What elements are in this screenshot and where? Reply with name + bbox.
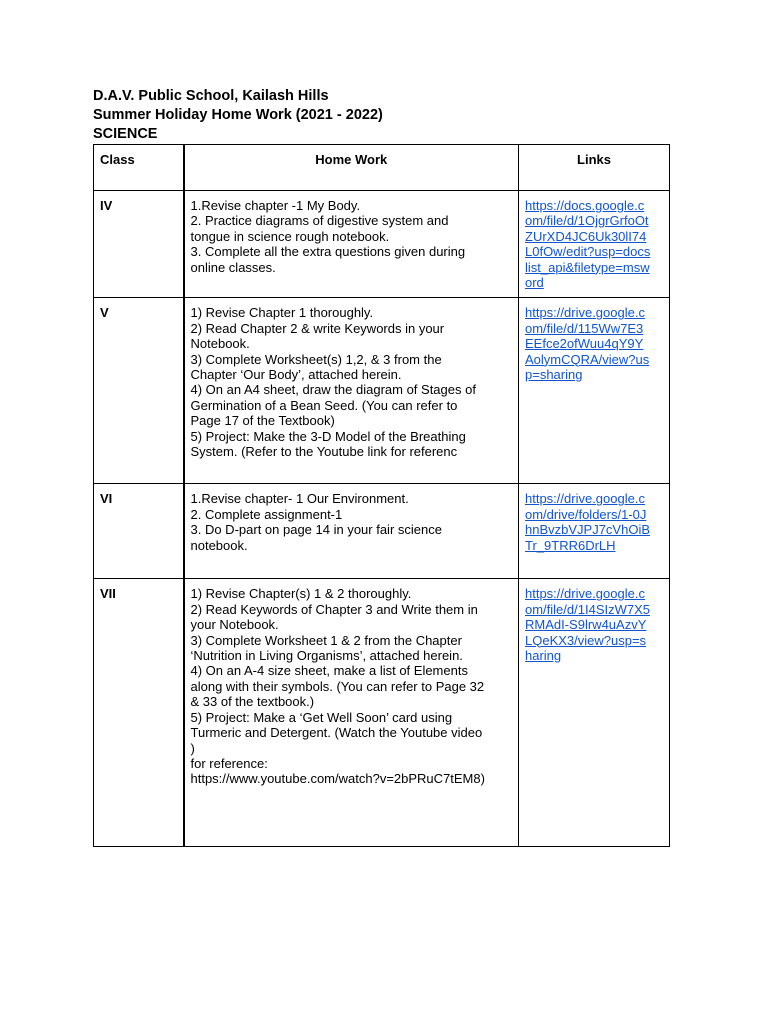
homework-line: System. (Refer to the Youtube link for referenc — [190, 444, 458, 460]
homework-line: 5) Project: Make a ‘Get Well Soon’ card using — [190, 709, 453, 725]
homework-line: Germination of a Bean Seed. (You can refer to — [190, 397, 458, 413]
links-cell — [519, 298, 670, 484]
resource-link[interactable] — [525, 198, 663, 290]
homework-line: & 33 of the textbook.) — [190, 694, 315, 710]
links-cell — [519, 191, 670, 298]
resource-link-line[interactable]: https://drive.google.c — [525, 305, 645, 321]
resource-link-line[interactable]: ord — [525, 275, 544, 291]
homework-line: 1) Revise Chapter 1 thoroughly. — [190, 305, 374, 321]
resource-link-line[interactable]: om/drive/folders/1-0J — [525, 506, 647, 522]
class-cell: VI — [94, 484, 184, 579]
resource-link-line[interactable]: https://drive.google.c — [525, 586, 645, 602]
subject-heading: SCIENCE — [93, 126, 158, 142]
homework-line: 4) On an A-4 size sheet, make a list of Elements — [190, 663, 468, 679]
homework-line: 3) Complete Worksheet 1 & 2 from the Chapter — [190, 632, 462, 648]
homework-cell — [184, 484, 519, 579]
homework-line: 1) Revise Chapter(s) 1 & 2 thoroughly. — [190, 586, 412, 602]
homework-line: 1.Revise chapter -1 My Body. — [190, 198, 361, 213]
homework-line: 1.Revise chapter- 1 Our Environment. — [190, 491, 409, 507]
resource-link-line[interactable]: AolymCQRA/view?us — [525, 351, 650, 367]
class-cell: IV — [94, 191, 184, 298]
resource-link-line[interactable]: om/file/d/1OjgrGrfoOt — [525, 213, 649, 229]
homework-line: 2) Read Chapter 2 & write Keywords in your — [190, 320, 445, 336]
table-header-row — [94, 145, 670, 191]
column-header-class: Class — [94, 145, 184, 191]
homework-cell — [184, 579, 519, 847]
homework-line: along with their symbols. (You can refer to Page 32 — [190, 678, 485, 694]
column-header-links: Links — [519, 145, 670, 191]
homework-line: https://www.youtube.com/watch?v=2bPRuC7tEM8) — [190, 771, 485, 787]
table-row — [94, 191, 670, 298]
homework-cell — [184, 298, 519, 484]
homework-line: 2. Complete assignment-1 — [190, 506, 343, 522]
resource-link[interactable] — [525, 305, 663, 382]
table-row — [94, 298, 670, 484]
homework-line: 3. Complete all the extra questions given during — [190, 244, 466, 260]
homework-line: Turmeric and Detergent. (Watch the Youtube video — [190, 725, 483, 741]
column-header-homework: Home Work — [184, 145, 519, 191]
homework-line: online classes. — [190, 259, 276, 275]
homework-table — [93, 144, 670, 847]
resource-link[interactable] — [525, 491, 663, 553]
class-cell: V — [94, 298, 184, 484]
homework-line: 3) Complete Worksheet(s) 1,2, & 3 from the — [190, 351, 442, 367]
resource-link-line[interactable]: L0fOw/edit?usp=docs — [525, 244, 651, 260]
homework-line: 4) On an A4 sheet, draw the diagram of Stages of — [190, 382, 476, 398]
resource-link-line[interactable]: haring — [525, 648, 562, 664]
homework-line: 5) Project: Make the 3-D Model of the Breathing — [190, 428, 466, 444]
resource-link-line[interactable]: https://docs.google.c — [525, 198, 645, 213]
links-cell — [519, 579, 670, 847]
homework-line: ‘Nutrition in Living Organisms’, attached herein. — [190, 648, 463, 664]
homework-line: 2) Read Keywords of Chapter 3 and Write them in — [190, 601, 478, 617]
homework-line: Chapter ‘Our Body’, attached herein. — [190, 367, 402, 383]
resource-link-line[interactable]: hnBvzbVJPJ7cVhOiB — [525, 522, 651, 538]
resource-link-line[interactable]: om/file/d/1I4SIzW7X5 — [525, 601, 650, 617]
homework-line: Page 17 of the Textbook) — [190, 413, 335, 429]
document-header — [93, 87, 383, 144]
resource-link-line[interactable]: RMAdI-S9lrw4uAzvY — [525, 617, 647, 633]
resource-link[interactable] — [525, 586, 663, 663]
resource-link-line[interactable]: list_api&filetype=msw — [525, 259, 650, 275]
resource-link-line[interactable]: p=sharing — [525, 367, 583, 383]
homework-line: for reference: — [190, 755, 268, 771]
homework-line: Notebook. — [190, 336, 250, 352]
class-cell: VII — [94, 579, 184, 847]
resource-link-line[interactable]: ZUrXD4JC6Uk30lI74 — [525, 228, 647, 244]
resource-link-line[interactable]: https://drive.google.c — [525, 491, 645, 507]
homework-line: 3. Do D-part on page 14 in your fair science — [190, 522, 442, 538]
document-title: Summer Holiday Home Work (2021 - 2022) — [93, 107, 383, 123]
homework-line: tongue in science rough notebook. — [190, 228, 390, 244]
links-cell — [519, 484, 670, 579]
homework-line: 2. Practice diagrams of digestive system and — [190, 213, 449, 229]
table-row — [94, 484, 670, 579]
homework-line: your Notebook. — [190, 617, 279, 633]
school-name: D.A.V. Public School, Kailash Hills — [93, 88, 329, 104]
homework-cell — [184, 191, 519, 298]
homework-line: ) — [190, 740, 195, 756]
resource-link-line[interactable]: LQeKX3/view?usp=s — [525, 632, 647, 648]
resource-link-line[interactable]: om/file/d/115Ww7E3 — [525, 320, 644, 336]
table-row — [94, 579, 670, 847]
homework-line: notebook. — [190, 537, 248, 553]
resource-link-line[interactable]: EEfce2ofWuu4qY9Y — [525, 336, 644, 352]
resource-link-line[interactable]: Tr_9TRR6DrLH — [525, 537, 616, 553]
